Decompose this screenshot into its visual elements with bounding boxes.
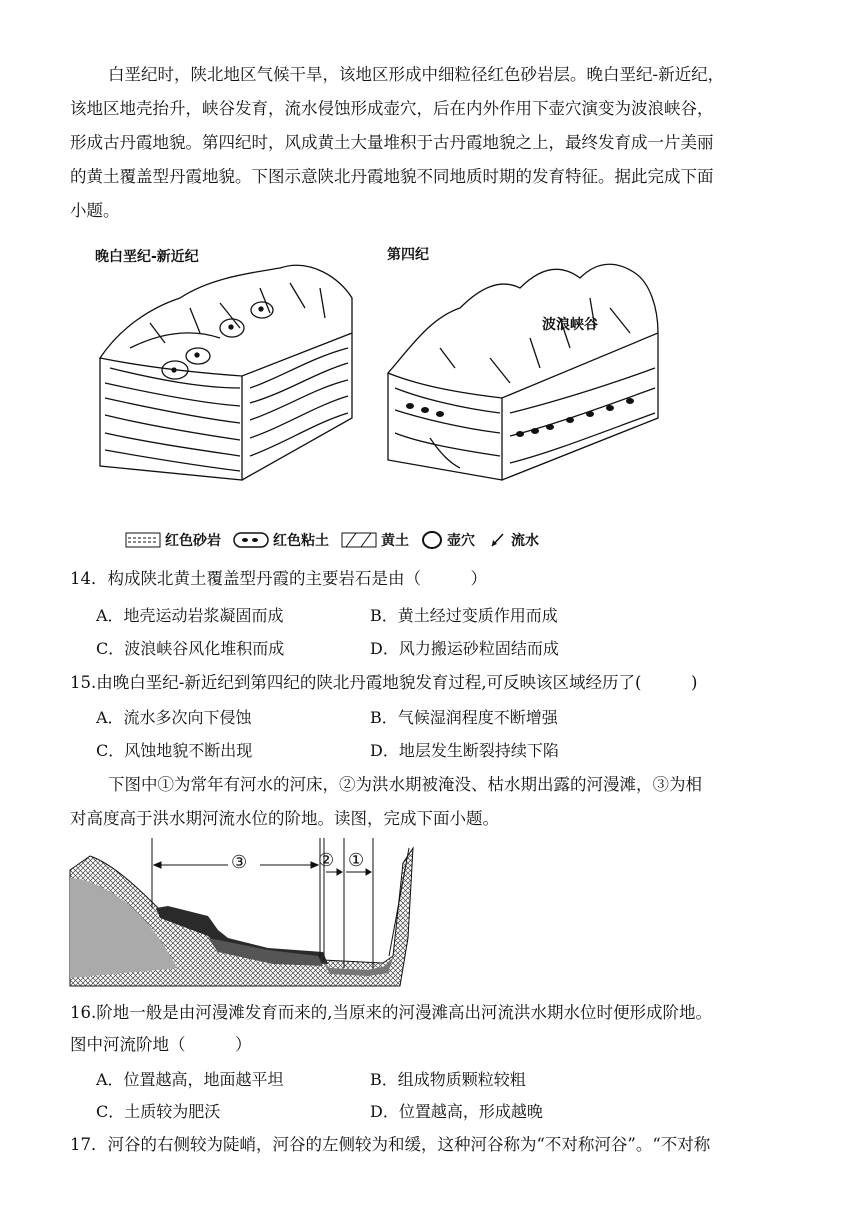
intro-line: 的黄土覆盖型丹霞地貌。下图示意陕北丹霞地貌不同地质时期的发育特征。据此完成下面 bbox=[70, 167, 714, 186]
q16-option-c[interactable]: C．土质较为肥沃 bbox=[96, 1102, 221, 1121]
danxia-landform-figure bbox=[90, 238, 680, 523]
pothole-swatch-icon bbox=[421, 530, 443, 550]
intro-paragraph bbox=[70, 58, 790, 228]
terrace-marker: ③ bbox=[231, 852, 248, 873]
q16-stem-line1: 16.阶地一般是由河漫滩发育而来的,当原来的河漫滩高出河流洪水期水位时便形成阶地。 bbox=[70, 1003, 712, 1022]
q16-stem-line2: 图中河流阶地（ ） bbox=[70, 1035, 252, 1054]
q16-option-b[interactable]: B．组成物质颗粒较粗 bbox=[370, 1070, 526, 1089]
intro-line: 形成古丹霞地貌。第四纪时，风成黄土大量堆积于古丹霞地貌之上，最终发育成一片美丽 bbox=[70, 133, 714, 152]
riverbed-marker: ① bbox=[348, 850, 365, 871]
block-diagrams bbox=[90, 238, 680, 523]
canyon-label: 波浪峡谷 bbox=[542, 317, 598, 333]
intro-line: 该地区地壳抬升，峡谷发育，流水侵蚀形成壶穴，后在内外作用下壶穴演变为波浪峡谷， bbox=[70, 99, 714, 118]
figure-right-title: 第四纪 bbox=[387, 247, 429, 263]
legend-sandstone: 红色砂岩 bbox=[125, 530, 221, 550]
q17-stem: 17．河谷的右侧较为陡峭，河谷的左侧较为和缓，这种河谷称为“不对称河谷”。“不对称 bbox=[70, 1135, 711, 1154]
intro-line: 小题。 bbox=[70, 201, 120, 220]
floodplain-marker: ② bbox=[318, 850, 335, 871]
q16-option-a[interactable]: A．位置越高，地面越平坦 bbox=[96, 1070, 284, 1089]
left-block-diagram bbox=[100, 265, 352, 480]
q15-option-d[interactable]: D．地层发生断裂持续下陷 bbox=[370, 741, 559, 760]
river-terrace-figure bbox=[68, 838, 418, 990]
q15-option-c[interactable]: C．风蚀地貌不断出现 bbox=[96, 741, 253, 760]
intro2-line: 对高度高于洪水期河流水位的阶地。读图，完成下面小题。 bbox=[70, 809, 499, 828]
q14-option-d[interactable]: D．风力搬运砂粒固结而成 bbox=[370, 639, 559, 658]
q15-option-b[interactable]: B．气候湿润程度不断增强 bbox=[370, 708, 558, 727]
q15-stem: 15.由晚白垩纪-新近纪到第四纪的陕北丹霞地貌发育过程,可反映该区域经历了( ) bbox=[70, 673, 698, 692]
legend-pothole: 壶穴 bbox=[421, 530, 475, 550]
right-block-diagram bbox=[388, 264, 658, 480]
q14-option-b[interactable]: B．黄土经过变质作用而成 bbox=[370, 606, 558, 625]
intro2-line: 下图中①为常年有河水的河床，②为洪水期被淹没、枯水期出露的河漫滩，③为相 bbox=[108, 775, 702, 794]
q14-option-a[interactable]: A．地壳运动岩浆凝固而成 bbox=[96, 606, 284, 625]
legend-loess: 黄土 bbox=[341, 530, 409, 550]
flow-arrow-icon bbox=[487, 530, 507, 550]
q14-stem: 14．构成陕北黄土覆盖型丹霞的主要岩石是由（ ） bbox=[70, 569, 487, 588]
q16-option-d[interactable]: D．位置越高，形成越晚 bbox=[370, 1102, 543, 1121]
legend-flow: 流水 bbox=[487, 530, 539, 550]
sandstone-swatch-icon bbox=[125, 530, 161, 550]
legend-clay: 红色粘土 bbox=[233, 530, 329, 550]
clay-swatch-icon bbox=[233, 530, 269, 550]
q14-option-c[interactable]: C．波浪峡谷风化堆积而成 bbox=[96, 639, 285, 658]
loess-swatch-icon bbox=[341, 530, 377, 550]
figure-legend bbox=[125, 526, 551, 554]
q15-option-a[interactable]: A．流水多次向下侵蚀 bbox=[96, 708, 252, 727]
figure-left-title: 晚白垩纪-新近纪 bbox=[95, 249, 199, 265]
intro-line: 白垩纪时，陕北地区气候干旱，该地区形成中细粒径红色砂岩层。晚白垩纪-新近纪， bbox=[108, 65, 725, 84]
terrace-intro bbox=[70, 768, 790, 836]
